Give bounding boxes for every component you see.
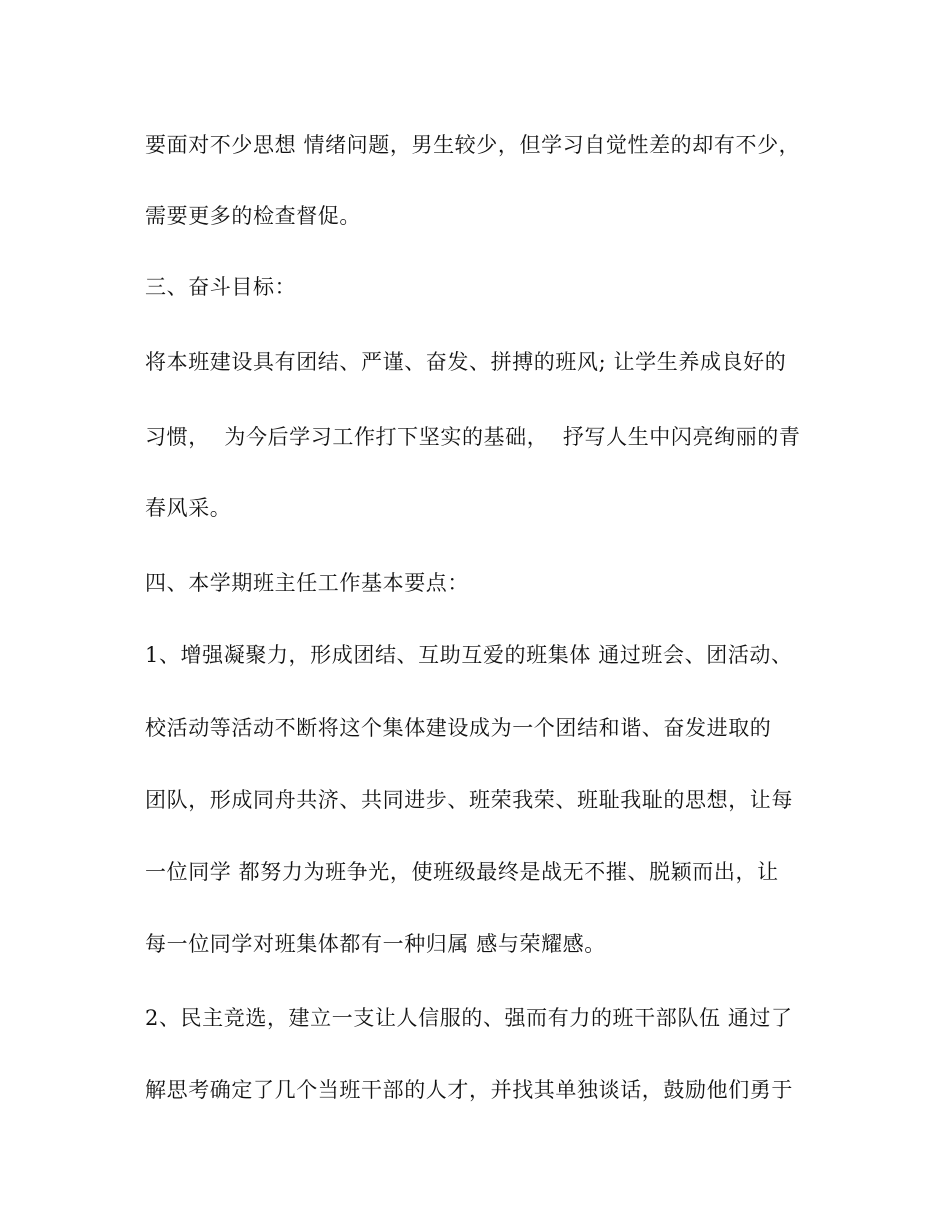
- paragraph-line: 要面对不少思想 情绪问题，男生较少，但学习自觉性差的却有不少，: [145, 133, 801, 157]
- paragraph-line: 1、增强凝聚力，形成团结、互助互爱的班集体 通过班会、团活动、: [145, 643, 793, 667]
- section-heading: 三、奋斗目标：: [145, 275, 297, 299]
- paragraph-line: 一位同学 都努力为班争光，使班级最终是战无不摧、脱颖而出，让: [145, 860, 779, 884]
- paragraph-line: 每一位同学对班集体都有一种归属 感与荣耀感。: [145, 932, 606, 956]
- paragraph-line: 将本班建设具有团结、严谨、奋发、拼搏的班风; 让学生养成良好的: [145, 350, 787, 374]
- paragraph-line: 团队，形成同舟共济、共同进步、班荣我荣、班耻我耻的思想，让每: [145, 788, 793, 812]
- section-heading: 四、本学期班主任工作基本要点：: [145, 571, 469, 595]
- paragraph-line: 2、民主竞选，建立一支让人信服的、强而有力的班干部队伍 通过了: [145, 1006, 793, 1030]
- paragraph-line: 解思考确定了几个当班干部的人才，并找其单独谈话，鼓励他们勇于: [145, 1078, 793, 1102]
- paragraph-line: 校活动等活动不断将这个集体建设成为一个团结和谐、奋发进取的: [145, 716, 772, 740]
- paragraph-line: 需要更多的检查督促。: [145, 204, 361, 228]
- paragraph-line: 习惯， 为今后学习工作打下坚实的基础， 抒写人生中闪亮绚丽的青: [145, 425, 801, 449]
- paragraph-line: 春风采。: [145, 496, 232, 520]
